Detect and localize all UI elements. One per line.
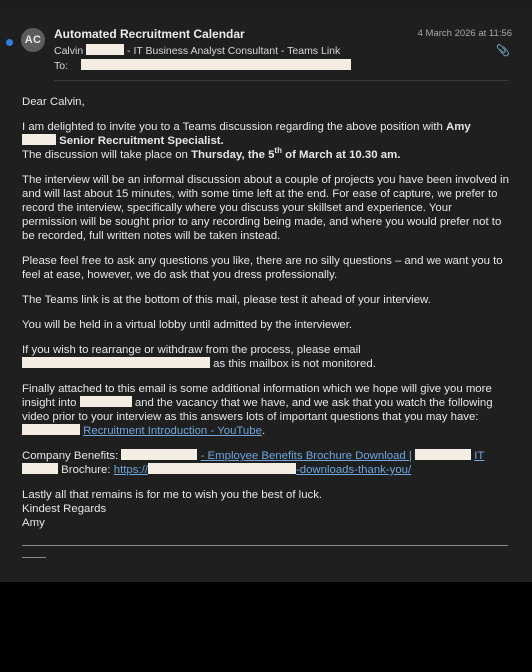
redacted-company: [22, 424, 80, 435]
period: .: [261, 425, 266, 437]
ordinal-suffix: th: [274, 146, 282, 156]
sender-avatar: AC: [21, 28, 45, 52]
benefits-brochure-link[interactable]: - Employee Benefits Brochure Download |: [200, 450, 412, 462]
video-text: and the vacancy that we have, and we ask that you watch the following video prior to your interview as this answers lots of important questions that you may have:: [22, 397, 493, 423]
email-viewer: [0, 8, 532, 582]
attachments-text: Finally attached to this email is some additional information which we hope will give you more insight into: [22, 383, 492, 409]
invite-text: I am delighted to invite you to a Teams discussion regarding the above position with: [22, 121, 443, 133]
redacted-company: [415, 449, 471, 460]
to-label: To:: [54, 60, 69, 72]
benefits-it-link[interactable]: IT: [474, 450, 485, 462]
interview-time: of March at 10.30 am.: [285, 149, 401, 161]
redacted-email[interactable]: [22, 357, 210, 368]
redacted-company: [121, 449, 197, 460]
rearrange-text: If you wish to rearrange or withdraw from the process, please email: [22, 344, 361, 356]
redacted-recipient[interactable]: [81, 59, 351, 70]
window-top-strip: [0, 0, 532, 8]
recipient-line: [54, 59, 351, 72]
redacted-url: [148, 463, 296, 474]
email-subject: Automated Recruitment Calendar: [54, 27, 245, 41]
paragraph-benefits: [22, 449, 510, 477]
greeting: Dear Calvin,: [22, 96, 85, 108]
paperclip-icon[interactable]: 📎: [496, 45, 510, 57]
paragraph-rearrange: [22, 343, 510, 371]
redacted-company: [22, 134, 56, 145]
signature-divider-short: [22, 557, 46, 558]
sender-line: [54, 44, 340, 57]
brochure-url-link[interactable]: [114, 464, 411, 476]
closing-luck: Lastly all that remains is for me to wish you the best of luck.: [22, 489, 323, 501]
interview-day: Thursday, the 5: [191, 149, 275, 161]
email-date: 4 March 2026 at 11:56: [417, 28, 512, 39]
benefits-label: Company Benefits:: [22, 450, 119, 462]
paragraph-teams-link: The Teams link is at the bottom of this mail, please test it ahead of your interview.: [22, 294, 431, 306]
youtube-link[interactable]: Recruitment Introduction - YouTube: [83, 425, 262, 437]
brochure-url-start: https://: [113, 464, 148, 476]
paragraph-questions: Please feel free to ask any questions you like, there are no silly questions – and we want you to feel at ease, however, we do ask that you dress professionally.: [22, 255, 503, 281]
closing-regards: Kindest Regards: [22, 503, 107, 515]
brochure-label: Brochure:: [61, 464, 111, 476]
sender-title: - IT Business Analyst Consultant - Teams Link: [127, 45, 341, 57]
mailbox-note: as this mailbox is not monitored.: [213, 358, 376, 370]
recruiter-title: Senior Recruitment Specialist.: [59, 135, 224, 147]
unread-indicator: [6, 39, 13, 46]
brochure-url-end: -downloads-thank-you/: [295, 464, 412, 476]
paragraph-invite: [22, 120, 510, 148]
redacted-surname: [86, 44, 124, 55]
paragraph-attachments: [22, 382, 510, 438]
paragraph-format: The interview will be an informal discussion about a couple of projects you have been involved in and will last about 15 minutes, with some time left at the end. For ease of capture, we prefer to record the interview, specifically where you discuss your skillset and experience. Your permission will be sought prior to any recording being made, and where you would prefer not to be recorded, full written notes will be taken instead.: [22, 174, 509, 242]
paragraph-datetime: [22, 148, 510, 162]
recruiter-name: Amy: [446, 121, 471, 133]
redacted-company: [22, 463, 58, 474]
header-divider: [54, 80, 508, 81]
sender-name[interactable]: Calvin: [54, 45, 84, 57]
signature-divider: [22, 545, 508, 546]
datetime-text: The discussion will take place on: [22, 149, 188, 161]
email-body: [22, 95, 510, 541]
redacted-company: [80, 396, 132, 407]
signature-name: Amy: [22, 517, 45, 529]
paragraph-lobby: You will be held in a virtual lobby until admitted by the interviewer.: [22, 319, 353, 331]
